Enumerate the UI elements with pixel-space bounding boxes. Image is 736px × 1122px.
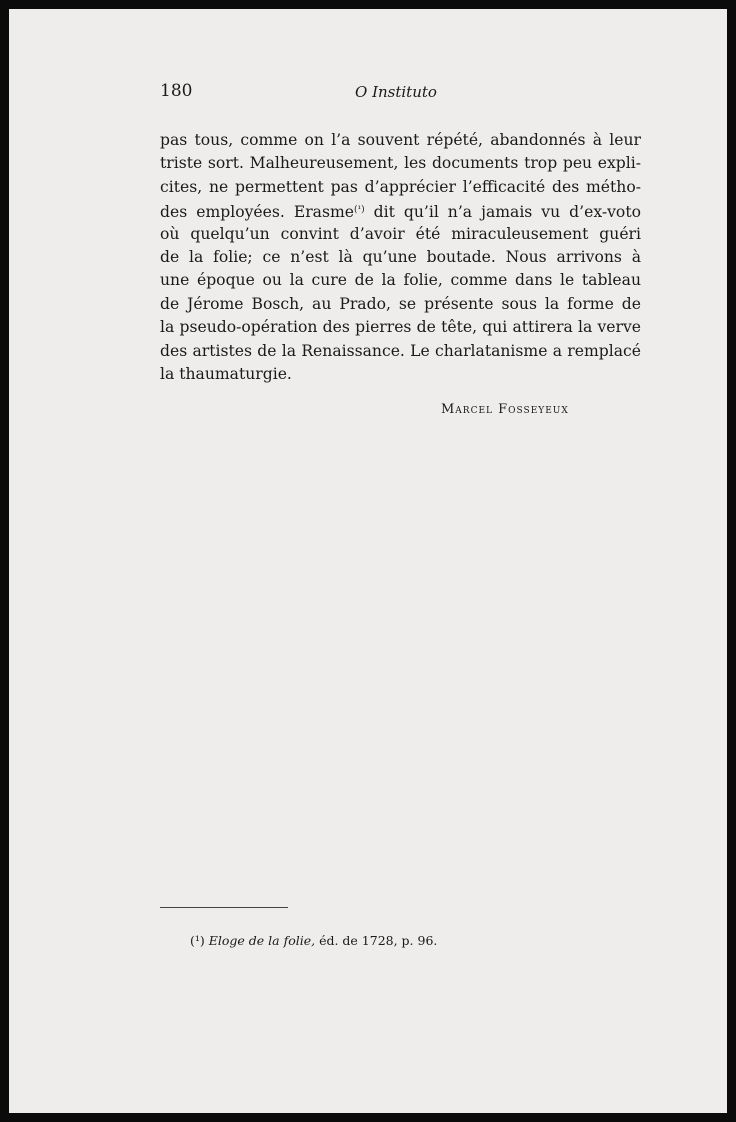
footnote-reference[interactable]: (¹) xyxy=(353,205,365,216)
footnote-work-title: Eloge de la folie, xyxy=(208,933,316,948)
text-line: triste sort. Malheureusement, les documents trop peu expli- xyxy=(160,154,641,173)
running-header xyxy=(160,81,495,111)
author-signature: Marcel Fosseyeux xyxy=(441,402,569,417)
text-fragment: dit qu’il n’a jamais vu d’ex-voto xyxy=(364,203,641,222)
text-line: cites, ne permettent pas d’apprécier l’efficacité des métho- xyxy=(160,177,641,196)
text-line: la pseudo-opération des pierres de tête, qui attirera la verve xyxy=(160,318,641,337)
text-line: de Jérome Bosch, au Prado, se présente sous la forme de xyxy=(160,294,641,313)
text-line-with-footnote-ref xyxy=(160,199,641,222)
text-fragment: des employées. Erasme xyxy=(160,203,354,222)
text-line: où quelqu’un convint d’avoir été miraculeusement guéri xyxy=(160,224,641,243)
footnote-divider xyxy=(160,907,288,908)
page xyxy=(9,9,727,1113)
page-number: 180 xyxy=(160,81,193,101)
journal-title: O Instituto xyxy=(355,83,437,101)
text-line: la thaumaturgie. xyxy=(160,364,292,383)
text-line: de la folie; ce n’est là qu’une boutade. Nous arrivons à xyxy=(160,247,641,266)
text-line: une époque ou la cure de la folie, comme dans le tableau xyxy=(160,271,641,290)
text-line: pas tous, comme on l’a souvent répété, abandonnés à leur xyxy=(160,131,641,149)
footnote-marker: (¹) xyxy=(190,933,205,948)
footnote-citation: éd. de 1728, p. 96. xyxy=(315,933,438,948)
footnote xyxy=(190,933,437,948)
body-paragraph xyxy=(160,129,641,386)
text-line: des artistes de la Renaissance. Le charlatanisme a remplacé xyxy=(160,341,641,360)
